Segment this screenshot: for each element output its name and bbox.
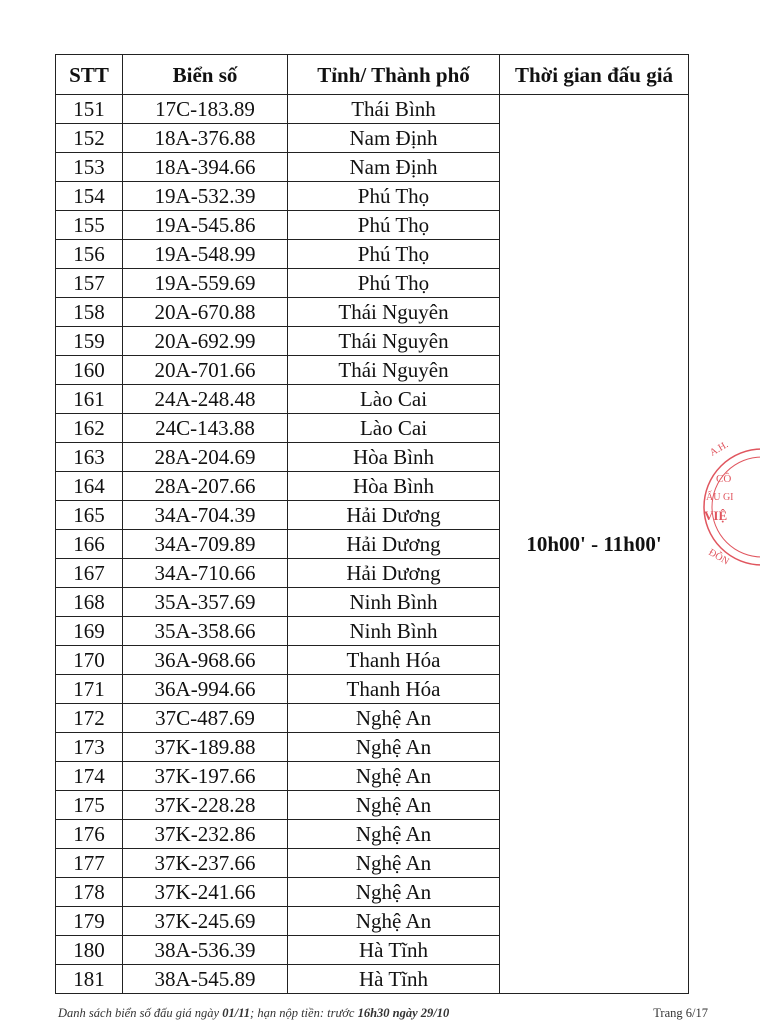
cell-plate-number: 38A-536.39 bbox=[123, 936, 288, 965]
cell-plate-number: 34A-709.89 bbox=[123, 530, 288, 559]
cell-plate-number: 28A-204.69 bbox=[123, 443, 288, 472]
cell-province: Lào Cai bbox=[288, 414, 500, 443]
cell-plate-number: 36A-968.66 bbox=[123, 646, 288, 675]
cell-province: Nghệ An bbox=[288, 791, 500, 820]
plate-auction-table bbox=[55, 54, 689, 994]
cell-stt: 176 bbox=[56, 820, 123, 849]
cell-plate-number: 35A-358.66 bbox=[123, 617, 288, 646]
cell-stt: 161 bbox=[56, 385, 123, 414]
cell-province: Thanh Hóa bbox=[288, 675, 500, 704]
cell-plate-number: 24C-143.88 bbox=[123, 414, 288, 443]
cell-plate-number: 18A-376.88 bbox=[123, 124, 288, 153]
cell-province: Hà Tĩnh bbox=[288, 936, 500, 965]
cell-stt: 171 bbox=[56, 675, 123, 704]
cell-stt: 174 bbox=[56, 762, 123, 791]
cell-province: Nam Định bbox=[288, 153, 500, 182]
cell-plate-number: 18A-394.66 bbox=[123, 153, 288, 182]
cell-plate-number: 37K-237.66 bbox=[123, 849, 288, 878]
cell-province: Nghệ An bbox=[288, 878, 500, 907]
cell-plate-number: 37K-197.66 bbox=[123, 762, 288, 791]
cell-plate-number: 37C-487.69 bbox=[123, 704, 288, 733]
svg-text:VIỆ: VIỆ bbox=[704, 508, 728, 523]
cell-stt: 177 bbox=[56, 849, 123, 878]
cell-stt: 156 bbox=[56, 240, 123, 269]
cell-stt: 172 bbox=[56, 704, 123, 733]
cell-plate-number: 37K-245.69 bbox=[123, 907, 288, 936]
cell-stt: 164 bbox=[56, 472, 123, 501]
cell-province: Hải Dương bbox=[288, 501, 500, 530]
cell-province: Hòa Bình bbox=[288, 472, 500, 501]
cell-province: Phú Thọ bbox=[288, 240, 500, 269]
cell-stt: 160 bbox=[56, 356, 123, 385]
cell-province: Thái Nguyên bbox=[288, 327, 500, 356]
cell-stt: 151 bbox=[56, 95, 123, 124]
cell-province: Hải Dương bbox=[288, 559, 500, 588]
cell-plate-number: 20A-701.66 bbox=[123, 356, 288, 385]
cell-province: Hà Tĩnh bbox=[288, 965, 500, 994]
cell-plate-number: 20A-692.99 bbox=[123, 327, 288, 356]
cell-province: Hải Dương bbox=[288, 530, 500, 559]
cell-plate-number: 19A-559.69 bbox=[123, 269, 288, 298]
cell-auction-time: 10h00' - 11h00' bbox=[500, 95, 689, 994]
cell-province: Thanh Hóa bbox=[288, 646, 500, 675]
cell-province: Lào Cai bbox=[288, 385, 500, 414]
cell-stt: 162 bbox=[56, 414, 123, 443]
cell-stt: 153 bbox=[56, 153, 123, 182]
cell-stt: 155 bbox=[56, 211, 123, 240]
table-header-row bbox=[56, 55, 689, 95]
header-stt: STT bbox=[56, 55, 123, 95]
cell-province: Nghệ An bbox=[288, 907, 500, 936]
cell-plate-number: 34A-710.66 bbox=[123, 559, 288, 588]
cell-plate-number: 37K-189.88 bbox=[123, 733, 288, 762]
cell-province: Phú Thọ bbox=[288, 211, 500, 240]
cell-stt: 158 bbox=[56, 298, 123, 327]
cell-stt: 168 bbox=[56, 588, 123, 617]
cell-plate-number: 17C-183.89 bbox=[123, 95, 288, 124]
red-stamp-seal bbox=[700, 432, 760, 582]
cell-plate-number: 37K-228.28 bbox=[123, 791, 288, 820]
cell-province: Ninh Bình bbox=[288, 588, 500, 617]
cell-stt: 178 bbox=[56, 878, 123, 907]
cell-stt: 157 bbox=[56, 269, 123, 298]
cell-stt: 154 bbox=[56, 182, 123, 211]
cell-plate-number: 38A-545.89 bbox=[123, 965, 288, 994]
cell-province: Thái Nguyên bbox=[288, 356, 500, 385]
cell-plate-number: 36A-994.66 bbox=[123, 675, 288, 704]
cell-stt: 175 bbox=[56, 791, 123, 820]
cell-plate-number: 19A-548.99 bbox=[123, 240, 288, 269]
cell-plate-number: 19A-532.39 bbox=[123, 182, 288, 211]
cell-plate-number: 37K-232.86 bbox=[123, 820, 288, 849]
footer-note-middle: ; hạn nộp tiền: trước bbox=[250, 1006, 358, 1020]
cell-province: Nghệ An bbox=[288, 733, 500, 762]
cell-stt: 181 bbox=[56, 965, 123, 994]
cell-stt: 179 bbox=[56, 907, 123, 936]
cell-plate-number: 19A-545.86 bbox=[123, 211, 288, 240]
cell-stt: 166 bbox=[56, 530, 123, 559]
cell-province: Phú Thọ bbox=[288, 269, 500, 298]
cell-stt: 167 bbox=[56, 559, 123, 588]
header-auction-time: Thời gian đấu giá bbox=[500, 55, 689, 95]
cell-stt: 159 bbox=[56, 327, 123, 356]
cell-province: Ninh Bình bbox=[288, 617, 500, 646]
cell-plate-number: 37K-241.66 bbox=[123, 878, 288, 907]
header-province: Tỉnh/ Thành phố bbox=[288, 55, 500, 95]
footer-note bbox=[58, 1006, 449, 1021]
footer-note-prefix: Danh sách biển số đấu giá ngày bbox=[58, 1006, 223, 1020]
cell-stt: 169 bbox=[56, 617, 123, 646]
cell-stt: 165 bbox=[56, 501, 123, 530]
header-plate-number: Biển số bbox=[123, 55, 288, 95]
footer-deadline: 16h30 ngày 29/10 bbox=[357, 1006, 450, 1020]
cell-stt: 173 bbox=[56, 733, 123, 762]
svg-text:ẤU GI: ẤU GI bbox=[706, 492, 734, 503]
cell-plate-number: 34A-704.39 bbox=[123, 501, 288, 530]
cell-province: Nam Định bbox=[288, 124, 500, 153]
cell-province: Hòa Bình bbox=[288, 443, 500, 472]
cell-plate-number: 20A-670.88 bbox=[123, 298, 288, 327]
cell-province: Thái Nguyên bbox=[288, 298, 500, 327]
cell-province: Nghệ An bbox=[288, 849, 500, 878]
cell-stt: 163 bbox=[56, 443, 123, 472]
cell-province: Nghệ An bbox=[288, 704, 500, 733]
cell-province: Phú Thọ bbox=[288, 182, 500, 211]
table-body bbox=[56, 95, 689, 994]
svg-text:ĐỒN: ĐỒN bbox=[706, 547, 731, 568]
cell-stt: 152 bbox=[56, 124, 123, 153]
cell-plate-number: 28A-207.66 bbox=[123, 472, 288, 501]
cell-plate-number: 35A-357.69 bbox=[123, 588, 288, 617]
cell-province: Thái Bình bbox=[288, 95, 500, 124]
svg-text:A.H.: A.H. bbox=[708, 439, 731, 459]
table-row bbox=[56, 95, 689, 124]
page-number: Trang 6/17 bbox=[653, 1006, 708, 1020]
cell-stt: 180 bbox=[56, 936, 123, 965]
footer-auction-date: 01/11 bbox=[222, 1006, 251, 1020]
cell-plate-number: 24A-248.48 bbox=[123, 385, 288, 414]
svg-text:CÔ: CÔ bbox=[716, 473, 732, 485]
cell-stt: 170 bbox=[56, 646, 123, 675]
cell-province: Nghệ An bbox=[288, 762, 500, 791]
cell-province: Nghệ An bbox=[288, 820, 500, 849]
